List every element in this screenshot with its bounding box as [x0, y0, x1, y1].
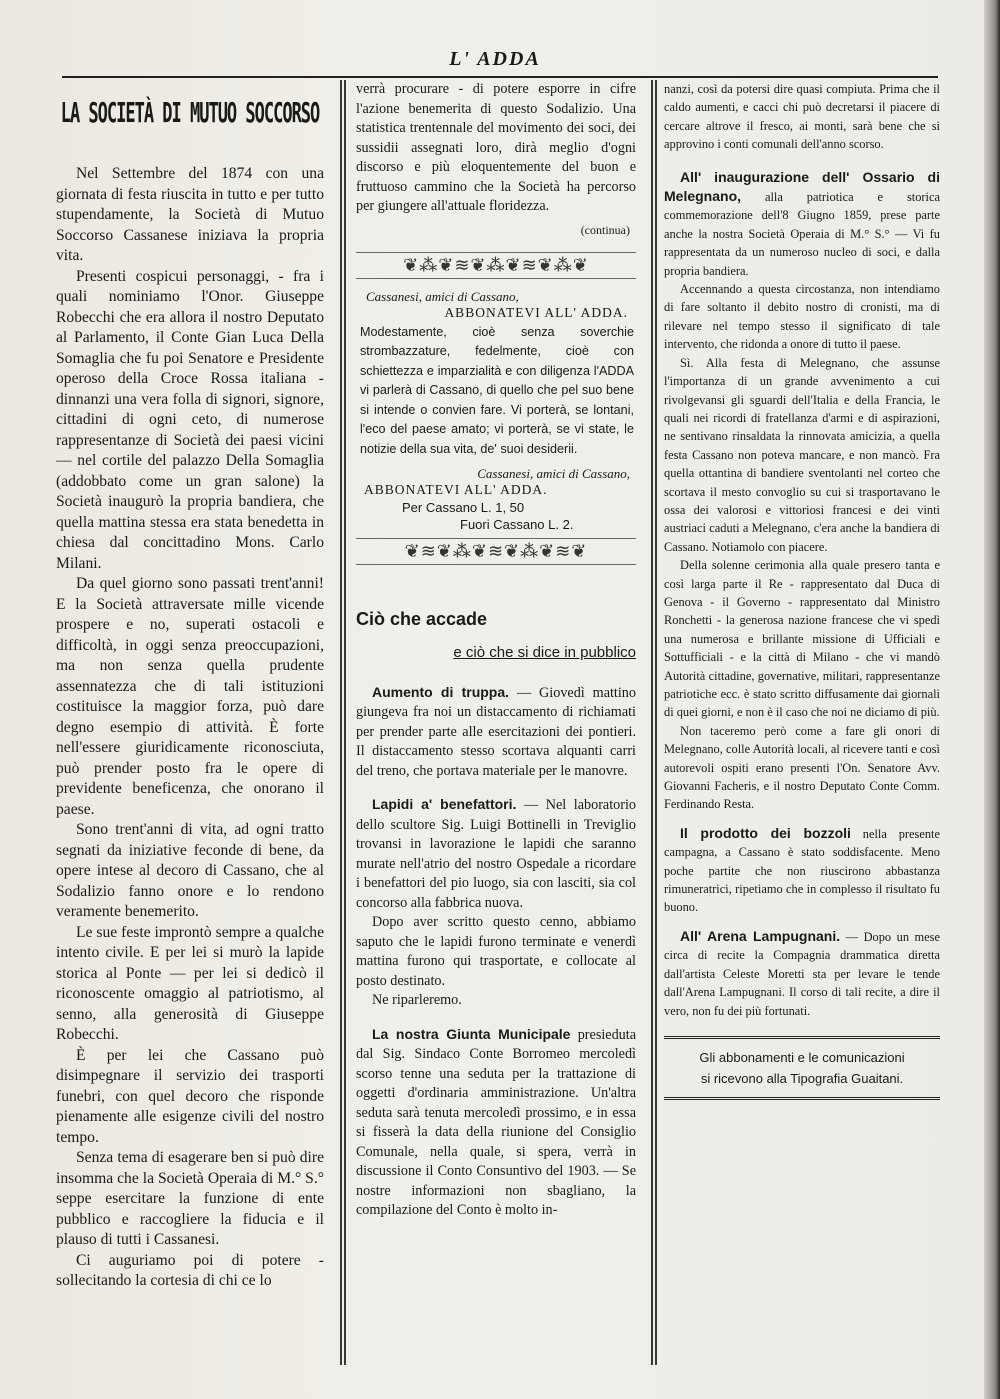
news-item [664, 168, 940, 280]
article-paragraph: Le sue feste improntò sempre a qualche intento civile. E per lei si murò la lapide storica al Ponte — per lei si dedicò il riconoscente omaggio al patriotismo, al senno, alla generosità di Giuseppe Robecchi. [56, 923, 324, 1043]
column-rule [344, 80, 346, 1365]
section-subtitle: e ciò che si dice in pubblico [453, 643, 636, 661]
promo-italic: Cassanesi, amici di Cassano, [366, 288, 519, 304]
column-rule [655, 80, 657, 1365]
news-heading: La nostra Giunta Municipale [372, 1025, 571, 1042]
promo-body: Modestamente, cioè senza soverchie strombazzature, fedelmente, cioè con schiettezza e imparzialità e con diligenza l'ADDA vi parlerà di Cassano, di quello che pel suo bene si intende o convien fare. Vi porterà, se lontani, l'eco del paese amato; vi porterà, se vi state, le notizie della sua vita, de' suoi desiderii. [360, 324, 634, 457]
article-paragraph: Sono trent'anni di vita, ad ogni tratto segnati da iniziative feconde di bene, da opere intese al decoro di Cassano, che al Sodalizio fanno onore e lo rendono veramente benemerito. [56, 821, 324, 920]
promo-italic: Cassanesi, amici di Cassano, [477, 465, 630, 481]
masthead-rule [62, 76, 938, 78]
news-body: nella presente campagna, a Cassano è stato soddisfacente. Meno poche partite che non riuscirono abbastanza rimuneratrici, ripetiamo che in complesso il risultato fu buono. [664, 826, 940, 915]
column-1 [56, 80, 324, 1380]
news-heading: Aumento di truppa. [372, 683, 510, 700]
spacer [664, 154, 940, 168]
notice-line: si ricevono alla Tipografia Guaitani. [700, 1070, 904, 1086]
spacer [356, 1011, 636, 1025]
column-2 [356, 80, 636, 1380]
article-paragraph: Ci auguriamo poi di potere - sollecitando la cortesia di chi ce lo [56, 1251, 324, 1289]
spacer [664, 917, 940, 927]
news-heading: All' inaugurazione dell' Ossario di Melegnano, [664, 168, 940, 205]
article-paragraph: Accennando a questa circostanza, non intendiamo di fare soltanto il debito nostro di cronisti, ma di rilevare nel tempo stesso il significato di tale intervento, che ridonda a onore di tutto il paese. [664, 282, 940, 352]
continua-label: (continua) [580, 222, 630, 237]
spacer [664, 814, 940, 824]
column-3 [664, 80, 940, 1380]
article-paragraph: Non taceremo però come a fare gli onori di Melegnano, colle Autorità locali, al ricevere tanti e così autorevoli ospiti erano presenti l'On. Senatore Avv. Giovanni Facheris, e il nostro Deputato Conte Comm. Ferdinando Resta. [664, 723, 940, 812]
news-heading: All' Arena Lampugnani. [680, 927, 841, 944]
article-paragraph: Ne riparleremo. [372, 992, 462, 1009]
article-paragraph: È per lei che Cassano può disimpegnare il servizio dei trasporti funebri, con quel decoro che risponde pienamente alle esigenze civili del nostro tempo. [56, 1046, 324, 1146]
notice-line: Gli abbonamenti e le comunicazioni [699, 1049, 905, 1065]
section-title: Ciò che accade [356, 608, 488, 629]
news-body: presieduta dal Sig. Sindaco Conte Borromeo mercoledì scorso tenne una seduta per la trattazione di oggetti d'ordinaria amministrazione. Un'altra seduta sarà tenuta mercoledì prossimo, e in essa si fisserà la data della riunione del Consiglio Comunale, nella quale, si spera, verrà in discussione il Conto Consuntivo del 1903. — Se nostre informazioni non sbagliano, la compilazione del Conto è molto in- [356, 1026, 636, 1219]
ornament-divider: ❦⁂❦≋❦⁂❦≋❦⁂❦ [356, 252, 636, 279]
price-cassano: Per Cassano L. 1, 50 [402, 499, 525, 515]
column-rule [340, 80, 342, 1365]
column-rule [651, 80, 653, 1365]
masthead: L' ADDA [449, 48, 541, 70]
news-heading: Lapidi a' benefattori. [372, 796, 517, 813]
news-item [356, 683, 636, 782]
article-paragraph: Della solenne cerimonia alla quale presero tanta e così larga parte il Re - rappresentato dal Duca di Genova - il Governo - rappresentato dal Ministro Ronchetti - la generosa nazione francese che vi spedì una numerosa e brillante missione di Ufficiali e Sottufficiali - e la città di Milano - che vi mandò Autorità cittadine, governative, militari, rappresentanze patriotiche ecc. è stato scritto diffusamente dai giornali di quei giorni, e non è il caso che noi ne diciamo di più. [664, 558, 940, 720]
news-body: — Dopo un mese circa di recite la Compagnia drammatica diretta dall'artista Celeste Moretti sta per levare le tende dall'Arena Lampugnani. Il corso di tali recite, a dire il vero, non fu dei più fortunati. [664, 929, 940, 1018]
article-paragraph: Dopo aver scritto questo cenno, abbiamo saputo che le lapidi furono terminate e venerdì mattina furono qui trasportate, e collocate al posto destinato. [356, 914, 636, 989]
news-item [356, 1025, 636, 1221]
promo-caps: ABBONATEVI ALL' ADDA. [444, 304, 628, 320]
news-heading: Il prodotto dei bozzoli [680, 824, 851, 841]
page-edge-shadow [984, 0, 1000, 1399]
price-fuori-cassano: Fuori Cassano L. 2. [460, 516, 574, 532]
article-paragraph: Nel Settembre del 1874 con una giornata di festa riuscita in tutto e per tutto stupendamente, la Società di Mutuo Soccorso Cassanese iniziava la propria vita. [56, 165, 324, 264]
ornament-divider: ❦≋❦⁂❦≋❦⁂❦≋❦ [356, 538, 636, 565]
article-paragraph: Sì. Alla festa di Melegnano, che assunse l'importanza di un grande avvenimento a cui rivolgevansi gli sguardi dell'Italia e della Francia, le quali nei ricordi di fratellanza d'armi e di aspirazioni, ne sentivano rinsaldata la rinnovata amicizia, a quella festa Cassano non poteva mancare, e non mancò. Fra quella ottantina di bandiere sventolanti nel corteo che scortava il mesto convoglio su cui si trasportavano le ossa dei valorosi e vittoriosi francesi e dei vinti austriaci caduti a Melegnano, c'era anche la bandiera di Cassano. Notiamolo con piacere. [664, 355, 940, 554]
news-item [664, 824, 940, 917]
news-body: — Nel laboratorio dello scultore Sig. Luigi Bottinelli in Treviglio trovansi in lavorazione le lapidi che saranno murate nell'atrio del nostro Ospedale a ricordare i benefattori del pio luogo, sia con lasciti, sia col concorso alla fabbrica nuova. [356, 797, 636, 911]
article-paragraph: nanzi, così da potersi dire quasi compiuta. Prima che il caldo aumenti, e cacci chi può decretarsi il piacere di cercare altrove il fresco, ai monti, sarà bene che si approvino i conti comunali dell'anno scorso. [664, 82, 940, 152]
news-body: alla patriotica e storica commemorazione dell'8 Giugno 1859, prese parte anche la nostra Società Operaia di M.° S.° — Vi fu rappresentata da un numeroso nucleo di soci, e dalla propria bandiera. [664, 190, 940, 278]
spacer [356, 781, 636, 795]
promo-caps: ABBONATEVI ALL' ADDA. [364, 481, 548, 497]
news-item [664, 927, 940, 1020]
article-paragraph: Senza tema di esagerare ben si può dire insomma che la Società Operaia di M.° S.° seppe esercitare la funzione di ente pubblico e raccogliere la fiducia e il plauso di tutti i Cassanesi. [56, 1149, 324, 1248]
subscription-notice [664, 1036, 940, 1100]
article-paragraph: verrà procurare - di potere esporre in cifre l'azione benemerita di questo Sodalizio. Una statistica trentennale del movimento dei soci, dei sussidii assegnati loro, dirà meglio d'ogni discorso e più eloquentemente del buon e fruttuoso cammino che la Società ha percorso per giungere all'attuale floridezza. [356, 81, 636, 214]
news-item [356, 795, 636, 913]
article-paragraph: Presenti cospicui personaggi, - fra i quali nominiamo l'Onor. Giuseppe Robecchi che era allora il nostro Deputato al Parlamento, il Conte Gian Luca Della Somaglia che fu poi Senatore e Presidente operoso della Croce Rossa italiana - dinnanzi una vera folla di signori, signore, cittadini di ogni ceto, di numerose rappresentanze di Società dei paesi vicini — nel cortile del palazzo Della Somaglia (addobbato come un gran salone) la Società inaugurò la propria bandiera, che quella mattina stessa era stata benedetta in chiesa dal concittadino Mons. Carlo Milani. [56, 267, 324, 572]
news-body: — Giovedì mattino giungeva fra noi un distaccamento di richiamati per prender parte alle esercitazioni dei pontieri. Il distaccamento stesso scortava alquanti carri del treno, che portava materiale per le manovre. [356, 684, 636, 779]
article-title: LA SOCIETÀ DI MUTUO SOCCORSO [60, 98, 320, 130]
article-paragraph: Da quel giorno sono passati trent'anni! E la Società attraversate mille vicende prospere e no, superati ostacoli e difficoltà, in oggi senza preoccupazioni, ma non senza quella prudente assennatezza che di tali istituzioni costituisce la maggior forza, può dare degno esempio di attività. È forte nell'essere giuridicamente riconosciuta, può prender posto fra le opere di previdente beneficenza, che onorano il paese. [56, 575, 324, 818]
